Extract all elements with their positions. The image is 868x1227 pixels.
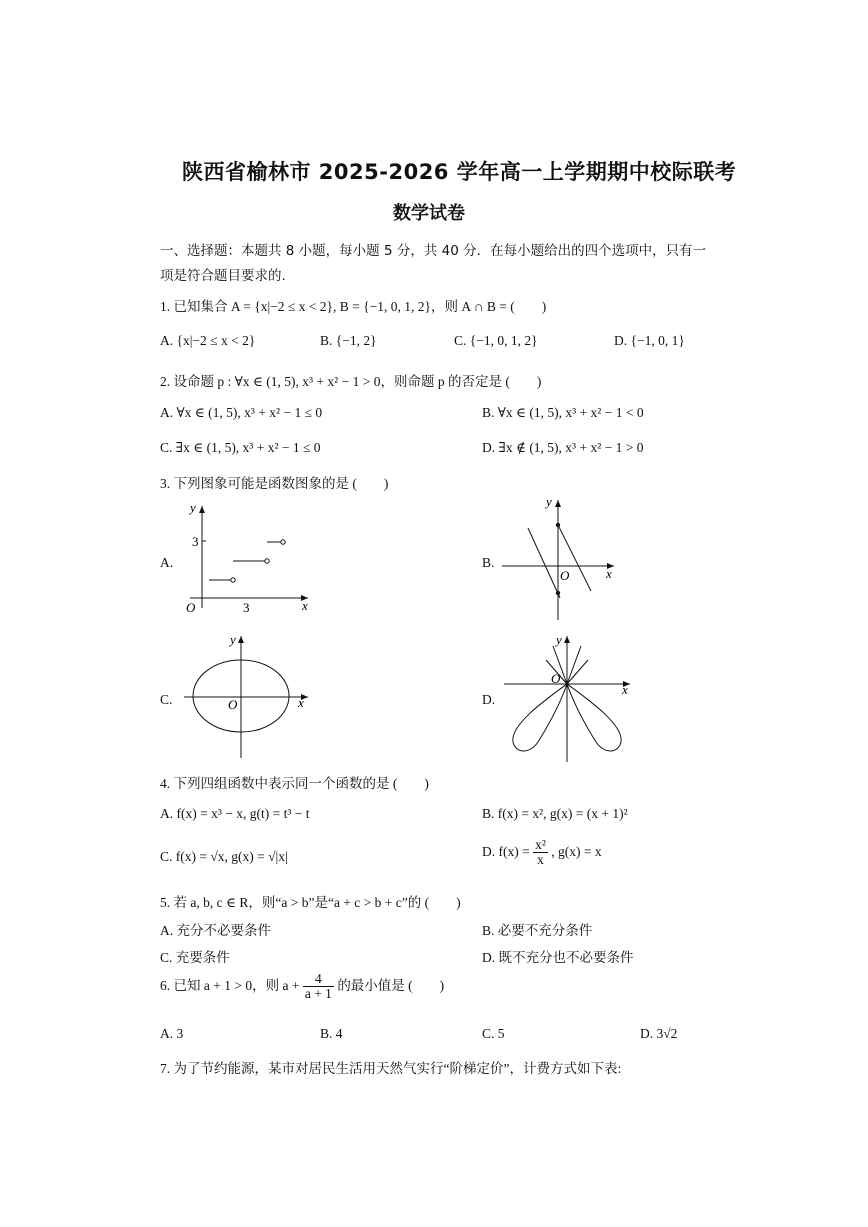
fraction-numerator: 4 — [303, 972, 334, 987]
question-1-option-a: A. {x|−2 ≤ x < 2} — [160, 333, 256, 348]
question-6-option-c: C. 5 — [482, 1026, 505, 1041]
question-2-option-c: C. ∃x ∈ (1, 5), x³ + x² − 1 ≤ 0 — [160, 440, 321, 455]
question-2-option-a: A. ∀x ∈ (1, 5), x³ + x² − 1 ≤ 0 — [160, 405, 323, 420]
question-3-stem: 3. 下列图象可能是函数图象的是 ( ) — [160, 476, 389, 491]
graph-d-ray-3 — [567, 646, 581, 684]
graph-d-y-arrow — [564, 636, 570, 643]
question-7-stem: 7. 为了节约能源，某市对居民生活用天然气实行“阶梯定价”，计费方式如下表: — [160, 1061, 622, 1076]
question-3-option-b-label: B. — [482, 555, 495, 570]
question-6-stem-post: 的最小值是 ( ) — [337, 977, 445, 993]
question-4-option-d-fraction — [533, 838, 548, 867]
question-2-stem: 2. 设命题 p : ∀x ∈ (1, 5), x³ + x² − 1 > 0，则命题 p 的否定是 ( ) — [160, 374, 542, 389]
graph-c-ellipse — [180, 630, 316, 762]
graph-a-step-function — [180, 496, 320, 618]
question-4-stem: 4. 下列四组函数中表示同一个函数的是 ( ) — [160, 776, 429, 791]
graph-a-y-arrow — [199, 506, 205, 513]
question-2-option-b: B. ∀x ∈ (1, 5), x³ + x² − 1 < 0 — [482, 405, 644, 420]
fraction-denominator: a + 1 — [304, 986, 332, 1002]
graph-b-point-top — [556, 523, 560, 527]
graph-d-origin-label: O — [551, 671, 561, 686]
page-subtitle: 数学试卷 — [393, 203, 465, 224]
graph-d-left-lobe — [513, 684, 567, 751]
question-4-option-d-lead: f(x) = — [498, 843, 530, 859]
graph-d-y-label: y — [556, 632, 562, 647]
graph-c-origin-label: O — [228, 697, 238, 712]
graph-d-lobes — [500, 630, 636, 764]
graph-b-y-label: y — [546, 494, 552, 509]
question-6-option-d: D. 3√2 — [640, 1026, 678, 1041]
question-6-stem-pre: 6. 已知 a + 1 > 0，则 a + — [160, 977, 300, 993]
question-5-option-d: D. 既不充分也不必要条件 — [482, 950, 634, 965]
question-1-option-c: C. {−1, 0, 1, 2} — [454, 333, 538, 348]
graph-b-two-lines — [498, 492, 620, 624]
question-4-option-d-label: D. — [482, 843, 496, 859]
question-6-stem — [160, 972, 444, 1001]
question-4-option-b: B. f(x) = x², g(x) = (x + 1)² — [482, 806, 628, 821]
graph-a-y-tick-3: 3 — [192, 534, 199, 549]
graph-c-y-arrow — [238, 636, 244, 643]
graph-c-y-label: y — [230, 632, 236, 647]
graph-b-line-1 — [528, 528, 560, 598]
question-4-option-a: A. f(x) = x³ − x, g(t) = t³ − t — [160, 806, 310, 821]
question-5-option-a: A. 充分不必要条件 — [160, 923, 271, 938]
graph-b-y-arrow — [555, 500, 561, 507]
question-5-option-b: B. 必要不充分条件 — [482, 923, 593, 938]
question-1-stem: 1. 已知集合 A = {x|−2 ≤ x < 2}, B = {−1, 0, 1, 2}，则 A ∩ B = ( ) — [160, 299, 547, 314]
question-5-option-c: C. 充要条件 — [160, 950, 230, 965]
question-6-option-a: A. 3 — [160, 1026, 184, 1041]
question-3-option-a-label: A. — [160, 555, 174, 570]
graph-a-origin-label: O — [186, 600, 196, 615]
graph-a-step-2-open-point — [265, 559, 269, 563]
graph-d-x-label: x — [622, 682, 628, 697]
section-heading-line2: 项是符合题目要求的. — [160, 268, 286, 284]
question-6-option-b: B. 4 — [320, 1026, 343, 1041]
graph-a-y-label: y — [190, 500, 196, 515]
question-3-option-d-label: D. — [482, 692, 496, 707]
question-3-option-c-label: C. — [160, 692, 173, 707]
fraction-numerator: x² — [535, 837, 546, 852]
question-4-option-d — [482, 838, 602, 867]
graph-a-x-label: x — [302, 598, 308, 613]
question-2-option-d: D. ∃x ∉ (1, 5), x³ + x² − 1 > 0 — [482, 440, 644, 455]
graph-d-right-lobe — [567, 684, 621, 751]
question-1-option-d: D. {−1, 0, 1} — [614, 333, 685, 348]
graph-a-x-tick-3: 3 — [243, 600, 250, 615]
section-heading-line1: 一、选择题：本题共 8 小题，每小题 5 分，共 40 分．在每小题给出的四个选项中，只有一 — [160, 243, 707, 259]
page-title: 陕西省榆林市 2025-2026 学年高一上学期期中校际联考 — [182, 160, 737, 184]
graph-a-step-3-open-point — [281, 540, 285, 544]
graph-d-ray-4 — [567, 660, 588, 684]
question-4-option-d-tail: , g(x) = x — [551, 843, 602, 859]
question-1-option-b: B. {−1, 2} — [320, 333, 377, 348]
graph-a-step-1-open-point — [231, 578, 235, 582]
question-5-stem: 5. 若 a, b, c ∈ R，则“a > b”是“a + c > b + c”的 ( ) — [160, 895, 461, 910]
graph-b-origin-label: O — [560, 568, 570, 583]
graph-c-x-label: x — [298, 695, 304, 710]
question-4-option-c: C. f(x) = √x, g(x) = √|x| — [160, 849, 288, 864]
graph-b-point-bottom — [556, 591, 560, 595]
graph-b-x-label: x — [606, 566, 612, 581]
fraction-denominator: x — [537, 852, 544, 868]
question-6-fraction — [303, 972, 334, 1001]
